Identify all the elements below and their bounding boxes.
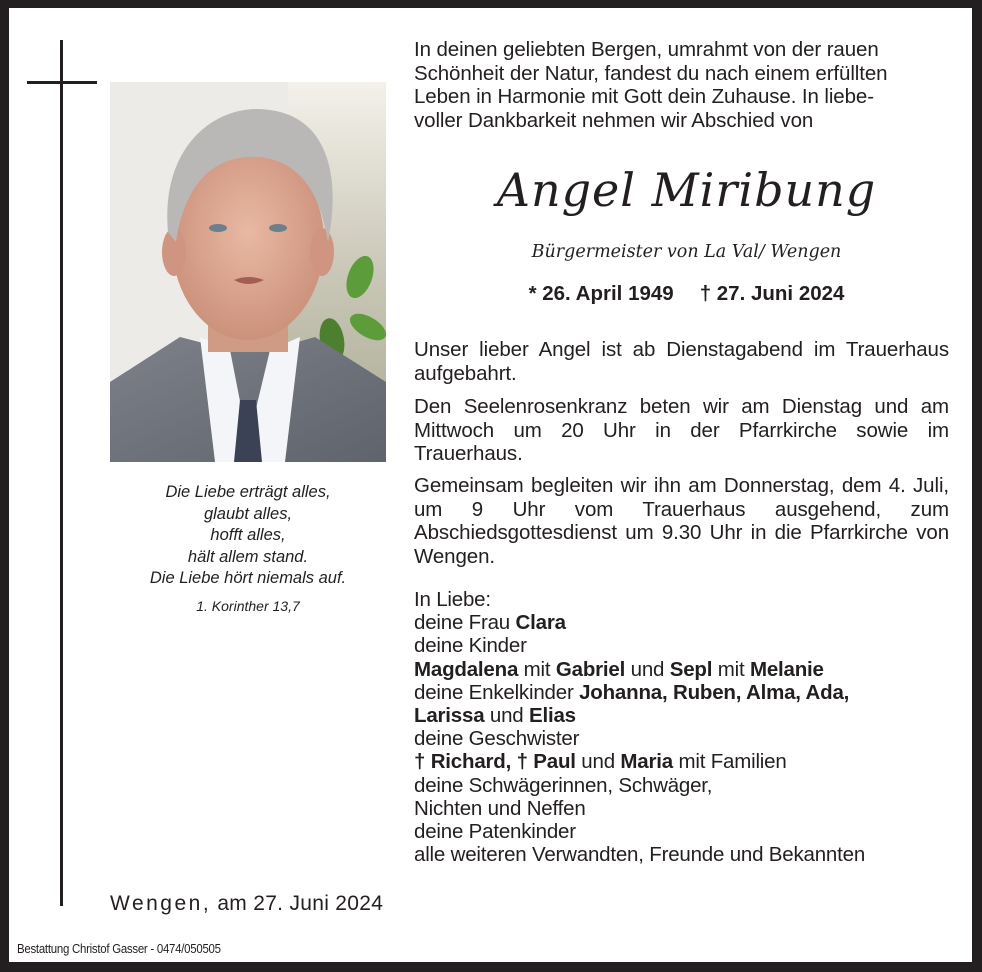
mourners-line [414, 658, 959, 681]
mourner-relation: mit [518, 657, 556, 681]
paragraph-lying-in-state: Unser lieber Angel ist ab Dienstagabend im Trauerhaus aufgebahrt. [414, 338, 949, 385]
deceased-title: Bürgermeister von La Val/ Wengen [531, 242, 842, 262]
mourners-line [414, 774, 959, 797]
place-date: am 27. Juni 2024 [217, 892, 384, 915]
mourner-relation: alle weiteren Verwandten, Freunde und Bekannten [414, 843, 866, 867]
cross-horizontal-bar [27, 81, 97, 84]
cross-vertical-bar [60, 40, 63, 906]
mourners-line [414, 820, 959, 843]
place-and-date [110, 892, 383, 916]
mourner-name: Clara [515, 611, 566, 635]
mourners-line [414, 634, 959, 657]
birth-date: * 26. April 1949 [528, 282, 674, 305]
death-date: † 27. Juni 2024 [699, 282, 845, 305]
mourners-line [414, 704, 959, 727]
mourner-name: Melanie [749, 657, 824, 681]
mourner-relation: deine Patenkinder [414, 820, 576, 844]
verse-line: Die Liebe hört niemals auf. [149, 569, 347, 587]
intro-text [414, 38, 959, 132]
paragraph-rosary: Den Seelenrosenkranz beten wir am Dienstag und am Mittwoch um 20 Uhr in der Pfarrkirche sowie im Trauerhaus. [414, 395, 949, 465]
paragraph-funeral: Gemeinsam begleiten wir ihn am Donnerstag, dem 4. Juli, um 9 Uhr vom Trauerhaus ausgehend, zum Abschiedsgottesdienst um 9.30 Uhr in die Pfarrkirche von Wengen. [414, 474, 949, 568]
mourners-line [414, 681, 959, 704]
place-town: Wengen, [110, 892, 212, 915]
verse-line: Die Liebe erträgt alles, [165, 483, 331, 501]
mourner-relation: deine Enkelkinder [414, 680, 580, 704]
verse-line: hält allem stand. [187, 547, 309, 566]
mourner-relation: und [575, 750, 621, 774]
mourners-line [414, 750, 959, 773]
verse-line: hofft alles, [210, 526, 286, 544]
mourner-relation: deine Schwägerinnen, Schwäger, [414, 773, 713, 797]
mourners-line [414, 797, 959, 820]
life-dates [414, 282, 959, 306]
right-eye [269, 224, 287, 232]
deceased-name: Angel Miribung [496, 163, 877, 217]
mourner-relation: deine Geschwister [414, 727, 580, 751]
mourner-name: Larissa [414, 704, 485, 728]
mourner-relation: mit Familien [672, 750, 787, 774]
intro-line: In deinen geliebten Bergen, umrahmt von der rauen [414, 38, 879, 61]
mourner-name: Maria [620, 750, 673, 774]
mourner-relation: deine Kinder [414, 634, 527, 658]
mourner-name: Elias [529, 704, 576, 728]
mourners-line [414, 727, 959, 750]
mourner-relation: mit [712, 657, 750, 681]
mourners-lines [414, 611, 959, 866]
intro-line: Schönheit der Natur, fandest du nach einem erfüllten [414, 61, 888, 85]
mourner-name: Magdalena [414, 657, 519, 681]
left-eye [209, 224, 227, 232]
mourner-relation: Nichten und Neffen [414, 796, 586, 820]
intro-line: voller Dankbarkeit nehmen wir Abschied von [414, 108, 814, 132]
portrait-photo [110, 82, 386, 462]
mourner-relation: deine Frau [414, 611, 516, 635]
obituary-notice [9, 8, 972, 962]
bible-verse [110, 482, 386, 590]
mourner-relation: und [625, 657, 670, 681]
mourners-list [414, 588, 959, 866]
mourners-heading: In Liebe: [414, 588, 491, 611]
mourner-name: Sepl [669, 657, 713, 681]
mourners-line [414, 843, 959, 866]
portrait-illustration [110, 82, 386, 462]
undertaker-info: Bestattung Christof Gasser - 0474/050505 [17, 941, 221, 956]
right-ear [310, 228, 334, 276]
verse-reference: 1. Korinther 13,7 [196, 598, 300, 614]
mourner-name: Gabriel [555, 657, 626, 681]
mourner-name: † Richard, † Paul [414, 750, 576, 774]
mourner-relation: und [484, 704, 530, 728]
mourners-line [414, 611, 959, 634]
verse-line: glaubt alles, [203, 504, 293, 523]
mourner-name: Johanna, Ruben, Alma, Ada, [579, 680, 850, 704]
intro-line: Leben in Harmonie mit Gott dein Zuhause. In liebe- [414, 85, 874, 108]
